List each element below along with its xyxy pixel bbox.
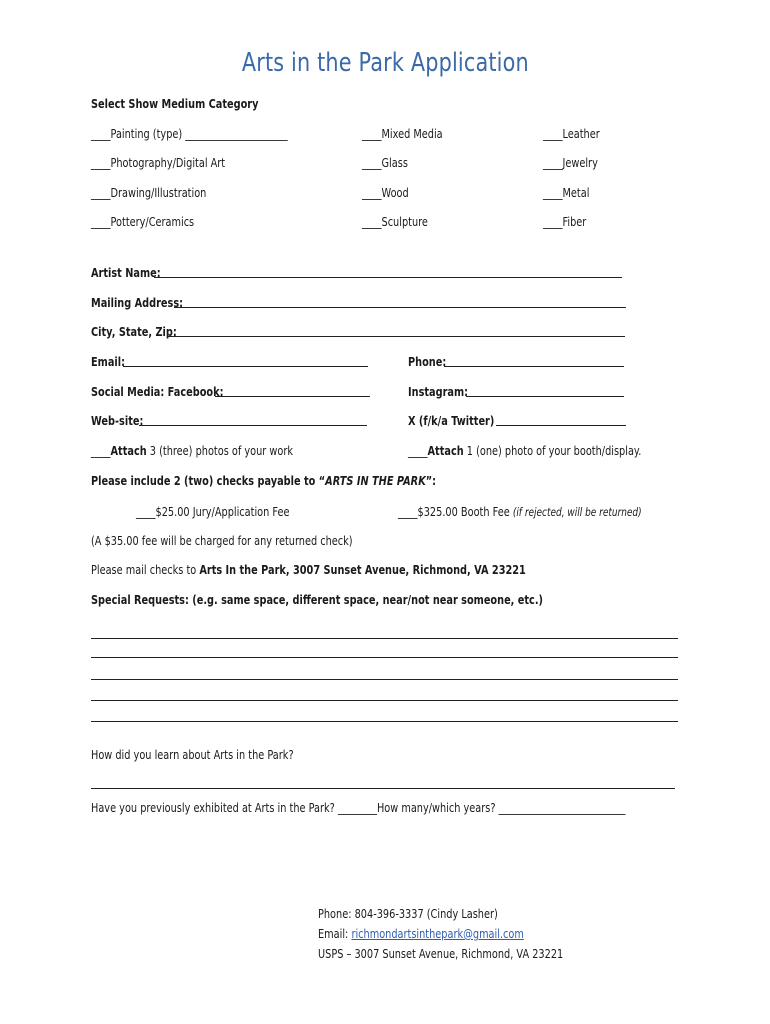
jury-fee[interactable]: ____$25.00 Jury/Application Fee: [136, 504, 290, 519]
attach-booth-photo[interactable]: ____Attach 1 (one) photo of your booth/display.: [408, 443, 642, 458]
email-label: Email:: [91, 354, 125, 369]
facebook-label: Social Media: Facebook:: [91, 384, 224, 399]
checks-instruction: Please include 2 (two) checks payable to “ARTS IN THE PARK”:: [91, 473, 437, 488]
category-photography[interactable]: ____Photography/Digital Art: [91, 155, 226, 170]
returned-check-note: (A $35.00 fee will be charged for any returned check): [91, 533, 353, 548]
website-label: Web-site:: [91, 413, 144, 428]
special-requests-line-1[interactable]: [91, 638, 678, 639]
special-requests-line-5[interactable]: [91, 721, 678, 722]
artist-name-field[interactable]: [154, 266, 622, 281]
phone-field[interactable]: [444, 355, 624, 370]
contact-email: Email: richmondartsinthepark@gmail.com: [318, 926, 524, 941]
attach-work-photos[interactable]: ____Attach 3 (three) photos of your work: [91, 443, 293, 458]
twitter-field[interactable]: [496, 414, 626, 429]
category-leather[interactable]: ____Leather: [543, 126, 600, 141]
learn-answer-line[interactable]: [91, 788, 675, 789]
mailing-address-label: Mailing Address:: [91, 295, 184, 310]
special-requests-label: Special Requests: (e.g. same space, different space, near/not near someone, etc.): [91, 592, 543, 607]
special-requests-line-3[interactable]: [91, 679, 678, 680]
special-requests-line-2[interactable]: [91, 657, 678, 658]
facebook-field[interactable]: [215, 385, 370, 400]
category-painting[interactable]: ____Painting (type) _____________________: [91, 126, 288, 141]
city-state-zip-label: City, State, Zip:: [91, 324, 177, 339]
category-sculpture[interactable]: ____Sculpture: [362, 214, 428, 229]
category-fiber[interactable]: ____Fiber: [543, 214, 587, 229]
category-metal[interactable]: ____Metal: [543, 185, 590, 200]
category-glass[interactable]: ____Glass: [362, 155, 408, 170]
artist-name-label: Artist Name:: [91, 265, 161, 280]
category-drawing[interactable]: ____Drawing/Illustration: [91, 185, 207, 200]
email-link[interactable]: richmondartsinthepark@gmail.com: [351, 926, 524, 941]
phone-label: Phone:: [408, 354, 447, 369]
exhibited-question[interactable]: Have you previously exhibited at Arts in the Park? ________How many/which years? __________________________: [91, 800, 626, 815]
page-title: Arts in the Park Application: [241, 48, 529, 78]
website-field[interactable]: [139, 414, 367, 429]
contact-phone: Phone: 804-396-3337 (Cindy Lasher): [318, 906, 498, 921]
category-jewelry[interactable]: ____Jewelry: [543, 155, 598, 170]
instagram-field[interactable]: [466, 385, 624, 400]
twitter-label: X (f/k/a Twitter): [408, 413, 495, 428]
instagram-label: Instagram:: [408, 384, 469, 399]
category-mixed-media[interactable]: ____Mixed Media: [362, 126, 443, 141]
category-pottery[interactable]: ____Pottery/Ceramics: [91, 214, 195, 229]
contact-usps: USPS – 3007 Sunset Avenue, Richmond, VA 23221: [318, 946, 564, 961]
special-requests-line-4[interactable]: [91, 700, 678, 701]
category-heading: Select Show Medium Category: [91, 96, 259, 111]
mailing-address-field[interactable]: [174, 296, 626, 311]
email-field[interactable]: [123, 355, 368, 370]
mail-instruction: Please mail checks to Arts In the Park, 3007 Sunset Avenue, Richmond, VA 23221: [91, 562, 526, 577]
booth-fee[interactable]: ____$325.00 Booth Fee (if rejected, will be returned): [398, 504, 642, 519]
learn-question: How did you learn about Arts in the Park?: [91, 747, 294, 762]
city-state-zip-field[interactable]: [167, 325, 625, 340]
category-wood[interactable]: ____Wood: [362, 185, 409, 200]
